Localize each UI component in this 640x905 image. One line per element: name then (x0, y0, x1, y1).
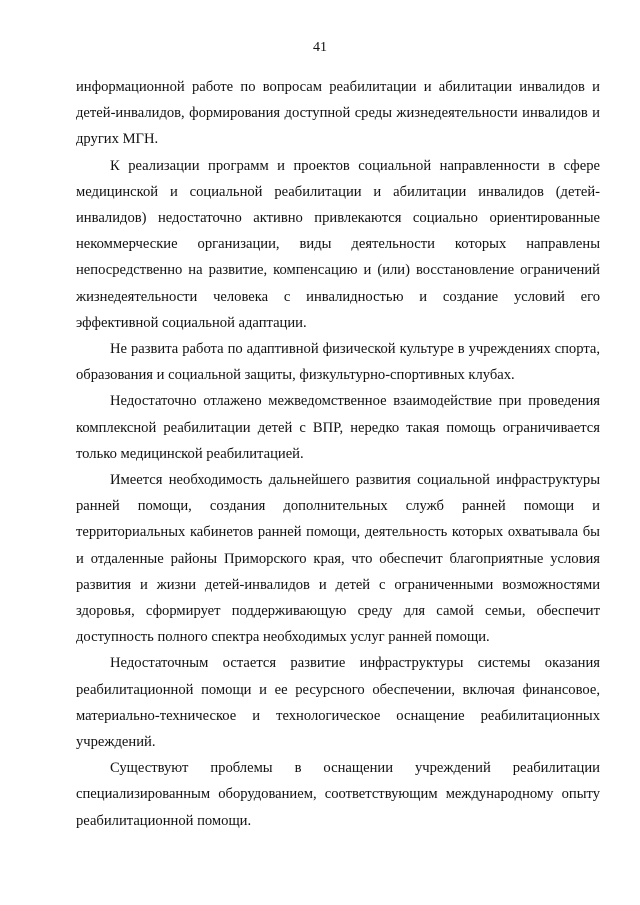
paragraph-early-help: Имеется необходимость дальнейшего развития социальной инфраструктуры ранней помощи, создания дополнительных служб ранней помощи и территориальных кабинетов ранней помощи, деятельность которых охватывала бы и отдаленные районы Приморского края, что обеспечит благоприятные условия развития и жизни детей-инвалидов и детей с ограниченными возможностями здоровья, сформирует поддерживающую среду для самой семьи, обеспечит доступность полного спектра необходимых услуг ранней помощи. (76, 472, 600, 646)
paragraph-continuation: информационной работе по вопросам реабилитации и абилитации инвалидов и детей-инвалидов, формирования доступной среды жизнедеятельности инвалидов и других МГН. (76, 79, 600, 148)
document-body (76, 74, 600, 834)
paragraph-interagency: Недостаточно отлажено межведомственное взаимодействие при проведения комплексной реабилитации детей с ВПР, нередко такая помощь ограничивается только медицинской реабилитацией. (76, 393, 600, 462)
paragraph-nko-involvement: К реализации программ и проектов социальной направленности в сфере медицинской и социальной реабилитации и абилитации инвалидов (детей-инвалидов) недостаточно активно привлекаются социально ориентированные некоммерческие организации, виды деятельности которых направлены непосредственно на развитие, компенсацию и (или) восстановление ограничений жизнедеятельности человека с инвалидностью и создание условий его эффективной социальной адаптации. (76, 157, 600, 331)
page-number: 41 (313, 40, 327, 55)
paragraph-adaptive-sport: Не развита работа по адаптивной физической культуре в учреждениях спорта, образования и социальной защиты, физкультурно-спортивных клубах. (76, 341, 600, 384)
paragraph-infrastructure: Недостаточным остается развитие инфраструктуры системы оказания реабилитационной помощи и ее ресурсного обеспечении, включая финансовое, материально-техническое и технологическое оснащение реабилитационных учреждений. (76, 655, 600, 751)
paragraph-equipment: Существуют проблемы в оснащении учреждений реабилитации специализированным оборудованием, соответствующим международному опыту реабилитационной помощи. (76, 760, 600, 829)
